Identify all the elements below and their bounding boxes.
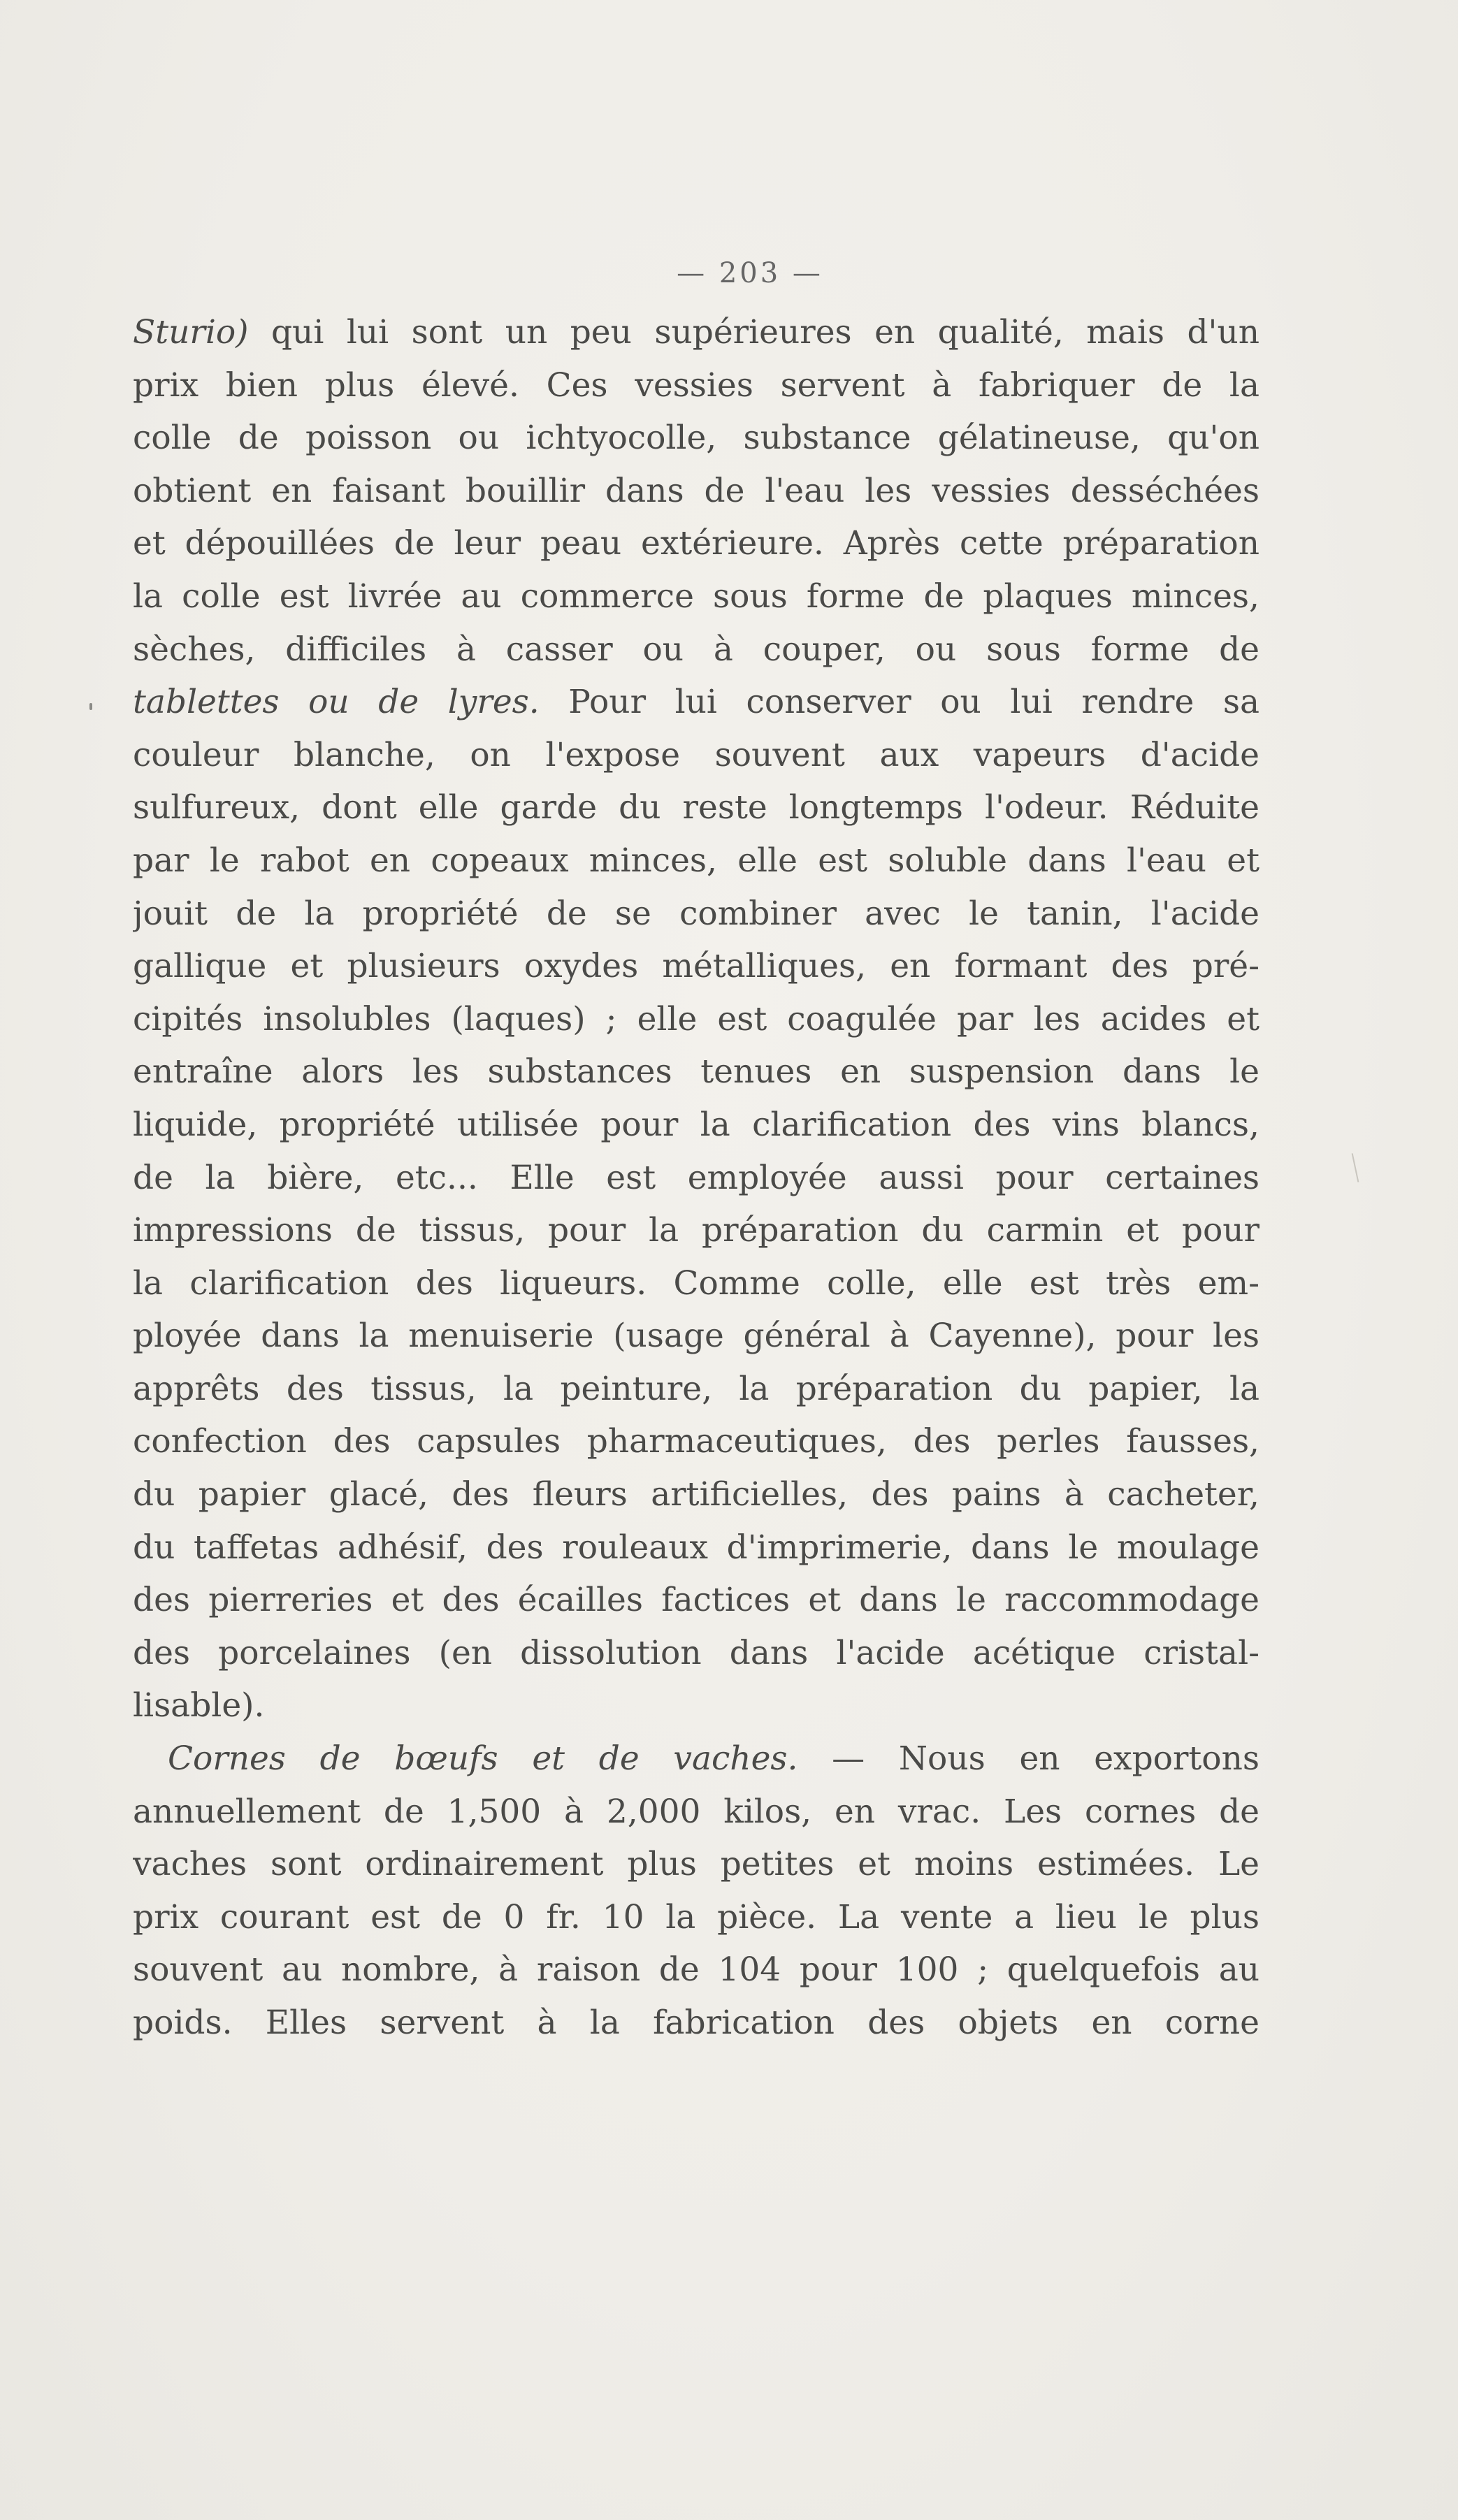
line-text: des pierreries et des écailles factices et dans le raccommodage bbox=[133, 1581, 1259, 1620]
line-text: du taffetas adhésif, des rouleaux d'imprimerie, dans le moulage bbox=[133, 1528, 1259, 1567]
line-text: lisable). bbox=[133, 1686, 265, 1725]
text-line bbox=[133, 781, 1259, 834]
text-line bbox=[133, 1574, 1259, 1627]
line-text: annuellement de 1,500 à 2,000 kilos, en vrac. Les cornes de bbox=[133, 1792, 1259, 1831]
text-line bbox=[133, 359, 1259, 412]
line-text: la clarification des liqueurs. Comme colle, elle est très em- bbox=[133, 1263, 1259, 1303]
text-line bbox=[133, 729, 1259, 782]
text-line bbox=[133, 623, 1259, 676]
line-text: — Nous en exportons bbox=[797, 1739, 1259, 1779]
text-line bbox=[133, 676, 1259, 729]
line-text: entraîne alors les substances tenues en suspension dans le bbox=[133, 1052, 1259, 1092]
margin-tick bbox=[1352, 1153, 1359, 1182]
text-line bbox=[133, 570, 1259, 623]
text-line bbox=[133, 1152, 1259, 1205]
text-line bbox=[133, 888, 1259, 941]
line-text: sèches, difficiles à casser ou à couper, ou sous forme de bbox=[133, 630, 1259, 669]
italic-phrase: tablettes ou de lyres. bbox=[133, 683, 540, 722]
line-text: prix courant est de 0 fr. 10 la pièce. La vente a lieu le plus bbox=[133, 1897, 1259, 1936]
italic-phrase: Cornes de bœufs et de vaches. bbox=[168, 1739, 798, 1779]
line-text: confection des capsules pharmaceutiques, des perles fausses, bbox=[133, 1422, 1259, 1461]
line-text: Pour lui conserver ou lui rendre sa bbox=[539, 683, 1259, 722]
line-text: obtient en faisant bouillir dans de l'eau les vessies desséchées bbox=[133, 471, 1259, 510]
line-text: liquide, propriété utilisée pour la clarification des vins blancs, bbox=[133, 1105, 1259, 1144]
line-text: vaches sont ordinairement plus petites et moins estimées. Le bbox=[133, 1845, 1259, 1884]
text-line bbox=[133, 940, 1259, 993]
text-line bbox=[133, 306, 1259, 359]
text-line bbox=[133, 1838, 1259, 1891]
line-text: du papier glacé, des fleurs artificielles, des pains à cacheter, bbox=[133, 1475, 1259, 1514]
text-line bbox=[133, 1943, 1259, 1997]
text-line bbox=[133, 465, 1259, 518]
text-line bbox=[133, 1310, 1259, 1363]
text-line bbox=[133, 1257, 1259, 1310]
italic-phrase: Sturio) bbox=[133, 313, 249, 352]
line-text: par le rabot en copeaux minces, elle est soluble dans l'eau et bbox=[133, 841, 1259, 880]
line-text: prix bien plus élevé. Ces vessies servent à fabriquer de la bbox=[133, 365, 1259, 405]
body-text bbox=[133, 306, 1259, 2050]
text-line bbox=[133, 517, 1259, 570]
text-line bbox=[133, 1679, 1259, 1732]
line-text: gallique et plusieurs oxydes métalliques, en formant des pré- bbox=[133, 947, 1259, 986]
text-line bbox=[133, 1415, 1259, 1468]
line-text: de la bière, etc... Elle est employée aussi pour certaines bbox=[133, 1158, 1259, 1197]
line-text: jouit de la propriété de se combiner avec le tanin, l'acide bbox=[133, 894, 1259, 933]
line-text: des porcelaines (en dissolution dans l'acide acétique cristal- bbox=[133, 1633, 1259, 1672]
line-text: colle de poisson ou ichtyocolle, substance gélatineuse, qu'on bbox=[133, 419, 1259, 458]
line-text: sulfureux, dont elle garde du reste longtemps l'odeur. Réduite bbox=[133, 788, 1259, 827]
text-line bbox=[133, 1786, 1259, 1839]
margin-mark bbox=[89, 703, 92, 710]
line-text: impressions de tissus, pour la préparation du carmin et pour bbox=[133, 1211, 1259, 1250]
text-line bbox=[133, 1997, 1259, 2050]
text-line bbox=[133, 1204, 1259, 1257]
line-text: apprêts des tissus, la peinture, la préparation du papier, la bbox=[133, 1369, 1259, 1408]
text-line bbox=[133, 1468, 1259, 1521]
text-line bbox=[133, 993, 1259, 1046]
line-text: couleur blanche, on l'expose souvent aux vapeurs d'acide bbox=[133, 735, 1259, 774]
line-text: ployée dans la menuiserie (usage général à Cayenne), pour les bbox=[133, 1317, 1259, 1356]
text-line bbox=[133, 834, 1259, 888]
line-text: souvent au nombre, à raison de 104 pour 100 ; quelquefois au bbox=[133, 1950, 1259, 1990]
text-line bbox=[133, 412, 1259, 465]
text-line bbox=[133, 1363, 1259, 1416]
text-line bbox=[133, 1045, 1259, 1099]
line-text: la colle est livrée au commerce sous forme de plaques minces, bbox=[133, 577, 1259, 616]
line-text: qui lui sont un peu supérieures en qualité, mais d'un bbox=[248, 313, 1259, 352]
text-line bbox=[133, 1627, 1259, 1680]
line-text: cipités insolubles (laques) ; elle est coagulée par les acides et bbox=[133, 999, 1259, 1038]
text-line bbox=[133, 1891, 1259, 1944]
page-number: — 203 — bbox=[677, 257, 823, 289]
text-line bbox=[133, 1732, 1259, 1786]
text-line bbox=[133, 1521, 1259, 1574]
line-text: et dépouillées de leur peau extérieure. Après cette préparation bbox=[133, 524, 1259, 563]
text-line bbox=[133, 1099, 1259, 1152]
line-text: poids. Elles servent à la fabrication des objets en corne bbox=[133, 2004, 1259, 2042]
